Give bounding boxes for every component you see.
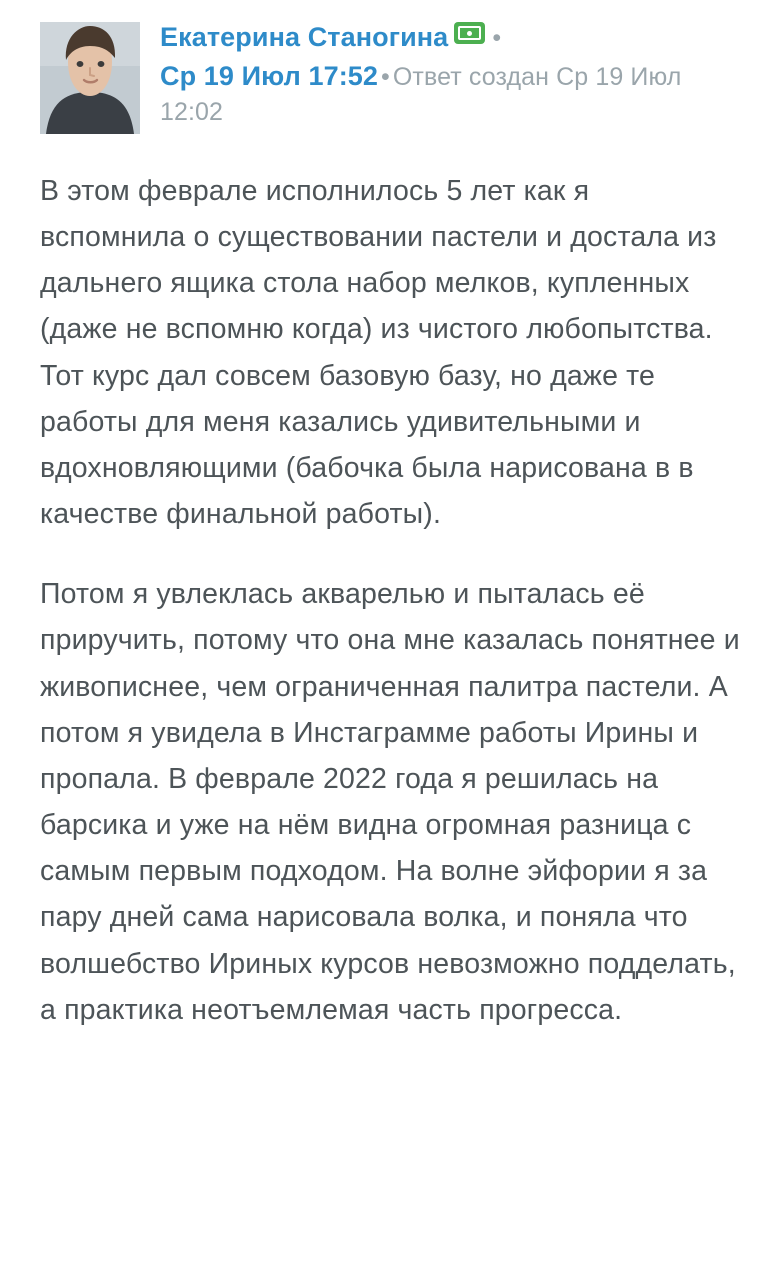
post-meta [160,18,742,131]
meta-separator-1: • [492,24,502,52]
post-paragraph: В этом феврале исполнилось 5 лет как я вспомнила о существовании пастели и достала из дальнего ящика стола набор мелков, купленных (даже не вспомню когда) из чистого любопытства. Тот курс дал совсем базовую базу, но даже те работы для меня казались удивительными и вдохновляющими (бабочка была нарисована в в качестве финальной работы). [40,175,717,531]
avatar[interactable] [40,22,140,134]
meta-separator-2: • [381,62,390,91]
money-badge-icon [454,22,485,44]
post-paragraph: Потом я увлеклась акварелью и пыталась её приручить, потому что она мне казалась понятнее и живописнее, чем ограниченная палитра пастели. А потом я увидела в Инстаграмме работы Ирины и пропала. В феврале 2022 года я решилась на барсика и уже на нём видна огромная разница с самым первым подходом. На волне эйфории я за пару дней сама нарисовала волка, и поняла что волшебство Ириных курсов невозможно подделать, а практика неотъемлемая часть прогресса. [40,578,740,1026]
reply-created-note: Ответ создан Ср 19 Июл 12:02 [160,62,682,126]
post-timestamp[interactable]: Ср 19 Июл 17:52 [160,60,379,91]
post-header [40,18,742,138]
post-body [40,168,742,1033]
avatar-photo-icon [40,22,140,134]
author-name[interactable]: Екатерина Станогина [160,22,449,52]
